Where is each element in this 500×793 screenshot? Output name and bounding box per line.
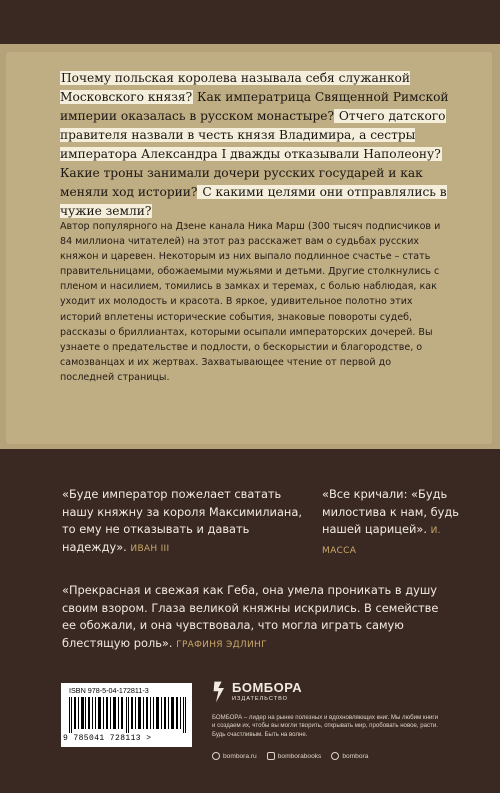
social-vk[interactable] — [267, 752, 322, 760]
publisher-subtitle: ИЗДАТЕЛЬСТВО — [232, 696, 289, 702]
lead-question: Отчего датского правителя назвали в честь князя Владимира, а сестры императора Александра I дважды отказывали Наполеону? — [60, 109, 446, 161]
book-description: Автор популярного на Дзене канала Ника Марш (300 тысяч подписчиков и 84 миллиона читателей) на этот раз расскажет вам о судьбах русских княжон и царевен. Некоторым из них выпало подлинное счастье – стать правительницами, обожаемыми мужьями и детьми. Другие столкнулись с пленом и насилием, томились в замках и теремах, с болью наблюдая, как уходит их молодость и красота. В яркое, удивительное полотно этих историй вплетены исторические события, знаковые повороты судеб, рассказы о бриллиантах, которыми осыпали императорских дочерей. Вы узнаете о предательстве и подлости, о бескорыстии и благородстве, о самозванцах и их жертвах. Захватывающее чтение от первой до последней страницы. — [60, 221, 441, 383]
publisher-name: БОМБОРА — [232, 680, 303, 695]
quote-author: ИВАН III — [130, 543, 170, 554]
social-label: bombora — [342, 752, 369, 760]
quote-text: «Буде император пожелает сватать нашу княжну за короля Максимилиана, то ему не отказывать и давать надежду». — [62, 487, 302, 554]
quote-ivan — [62, 486, 302, 558]
lead-question: С какими целями они отправлялись в чужие земли? — [60, 185, 447, 218]
barcode-digits: 9 785041 728113 > — [63, 734, 152, 743]
publisher-description: БОМБОРА – лидер на рынке полезных и вдохновляющих книг. Мы любим книги и создаем их, чтобы вы могли творить, открывать мир, пробовать новое, расти. Будь счастливым. Быть на волне. — [212, 714, 438, 738]
vk-icon — [267, 752, 275, 760]
quote-text: «Все кричали: «Будь милостива к нам, будь нашей царицей». — [322, 487, 459, 536]
publisher-socials — [212, 752, 442, 760]
bombora-logo-icon — [212, 678, 228, 706]
quote-edling — [62, 582, 450, 654]
telegram-icon — [331, 752, 339, 760]
lead-question: Как императрица Священной Римской империи оказалась в русском монастыре? — [60, 90, 449, 123]
social-label: bomborabooks — [277, 752, 322, 760]
barcode-bars — [69, 697, 187, 733]
quote-author: ГРАФИНЯ ЭДЛИНГ — [176, 639, 267, 650]
quote-author: И. МАССА — [322, 526, 441, 556]
barcode — [61, 683, 192, 747]
lead-question: Какие троны занимали дочери русских государей и как меняли ход истории? — [60, 166, 423, 199]
social-website[interactable] — [212, 752, 257, 760]
social-label: bombora.ru — [223, 752, 257, 760]
quote-massa — [322, 486, 462, 560]
lead-question: Почему польская королева называла себя служанкой Московского князя? — [60, 71, 411, 104]
social-telegram[interactable] — [331, 752, 368, 760]
circle-p-icon — [212, 752, 220, 760]
isbn-label: ISBN 978-5-04-172811-3 — [69, 686, 149, 695]
quote-text: «Прекрасная и свежая как Геба, она умела проникать в душу своим взором. Глаза великой княжны искрились. В семействе ее обожали, и она чувствовала, что могла играть самую блестящую роль». — [62, 583, 439, 650]
lead-questions — [60, 69, 450, 221]
